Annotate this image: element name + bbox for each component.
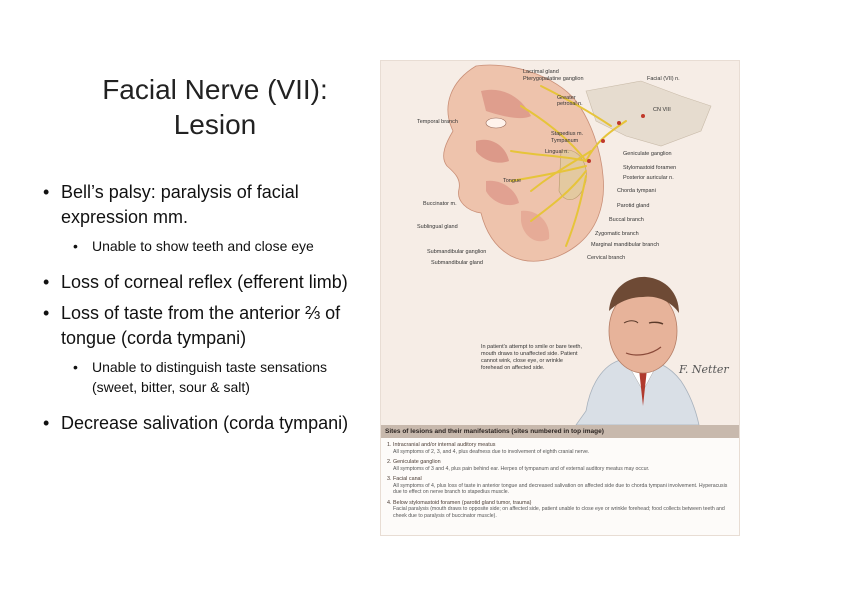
label-greater-petrosal: Greater petrosal n. [557, 95, 583, 107]
label-marginal-mandibular: Marginal mandibular branch [591, 242, 660, 248]
site-description: All symptoms of 2, 3, and 4, plus deafness due to involvement of eighth cranial nerve. [393, 448, 590, 455]
label-temporal-branch: Temporal branch [417, 119, 458, 125]
bullet-corneal-reflex: • Loss of corneal reflex (efferent limb) [40, 270, 360, 295]
site-description: All symptoms of 4, plus loss of taste in anterior tongue and decreased salivation on affected side due to chorda tympani involvement. Hyperacusis due to effect on nerve branch to stapedius muscle. [393, 482, 728, 495]
site-title: 2. Geniculate ganglion [387, 459, 441, 465]
label-submandibular-gland: Submandibular gland [431, 260, 483, 266]
label-cn-viii: CN VIII [653, 107, 671, 113]
label-pterygopalatine: Pterygopalatine ganglion [523, 76, 584, 82]
site-title: 4. Below stylomastoid foramen (parotid gland tumor, trauma) [387, 499, 532, 506]
title-line-2: Lesion [173, 109, 257, 140]
label-tympanum: Tympanum [551, 138, 579, 144]
site-title: 1. Intracranial and/or internal auditory meatus [387, 442, 496, 448]
site-description: All symptoms of 3 and 4, plus pain behind ear. Herpes of tympanum and of external auditory meatus may occur. [393, 465, 650, 472]
label-posterior-auricular: Posterior auricular n. [623, 175, 674, 181]
label-sublingual-gland: Sublingual gland [417, 224, 458, 230]
label-tongue: Tongue [503, 178, 522, 184]
title-line-1: Facial Nerve (VII): [102, 74, 328, 105]
sub-bullet-teeth-eye: • Unable to show teeth and close eye [40, 236, 360, 256]
label-lacrimal-gland: Lacrimal gland [523, 69, 559, 75]
site-item [381, 442, 739, 455]
slide-title [70, 72, 360, 142]
site-description: Facial paralysis (mouth draws to opposite side; on affected side, patient unable to close eye or wrinkle forehead; food collects between teeth and cheek due to paralysis of buccinator muscle). [393, 506, 725, 519]
label-buccal-branch: Buccal branch [609, 217, 644, 223]
bullet-salivation: • Decrease salivation (corda tympani) [40, 411, 360, 436]
netter-illustration [380, 60, 740, 536]
sites-of-lesions-table [381, 425, 739, 535]
label-geniculate-ganglion: Geniculate ganglion [623, 151, 672, 157]
sub-bullet-taste: • Unable to distinguish taste sensations (sweet, bitter, sour & salt) [40, 357, 360, 397]
label-facial-nerve: Facial (VII) n. [647, 76, 680, 82]
bullet-bells-palsy: • Bell’s palsy: paralysis of facial expression mm. [40, 180, 360, 230]
label-chorda-tympani: Chorda tympani [617, 188, 656, 194]
label-buccinator: Buccinator m. [423, 201, 457, 207]
site-item [381, 500, 739, 520]
label-cervical-branch: Cervical branch [587, 255, 626, 261]
label-parotid-gland: Parotid gland [617, 203, 650, 209]
bullet-list [40, 180, 360, 436]
label-lingual-nerve: Lingual n. [545, 149, 569, 155]
site-title: 3. Facial canal [387, 476, 422, 482]
site-item [381, 459, 739, 472]
site-item [381, 476, 739, 496]
bullet-taste-loss: • Loss of taste from the anterior ⅔ of tongue (corda tympani) [40, 301, 360, 351]
patient-caption: In patient's attempt to smile or bare teeth, mouth draws to unaffected side. Patient cannot wink, close eye, or wrinkle forehead on affected side. [481, 344, 583, 371]
label-stapedius: Stapedius m. [551, 131, 584, 137]
label-stylomastoid-foramen: Stylomastoid foramen [623, 165, 677, 171]
artist-signature: F. Netter [679, 363, 729, 376]
label-zygomatic-branch: Zygomatic branch [595, 231, 639, 237]
label-submandibular-ganglion: Submandibular ganglion [427, 249, 487, 255]
sites-heading: Sites of lesions and their manifestations (sites numbered in top image) [381, 425, 739, 438]
